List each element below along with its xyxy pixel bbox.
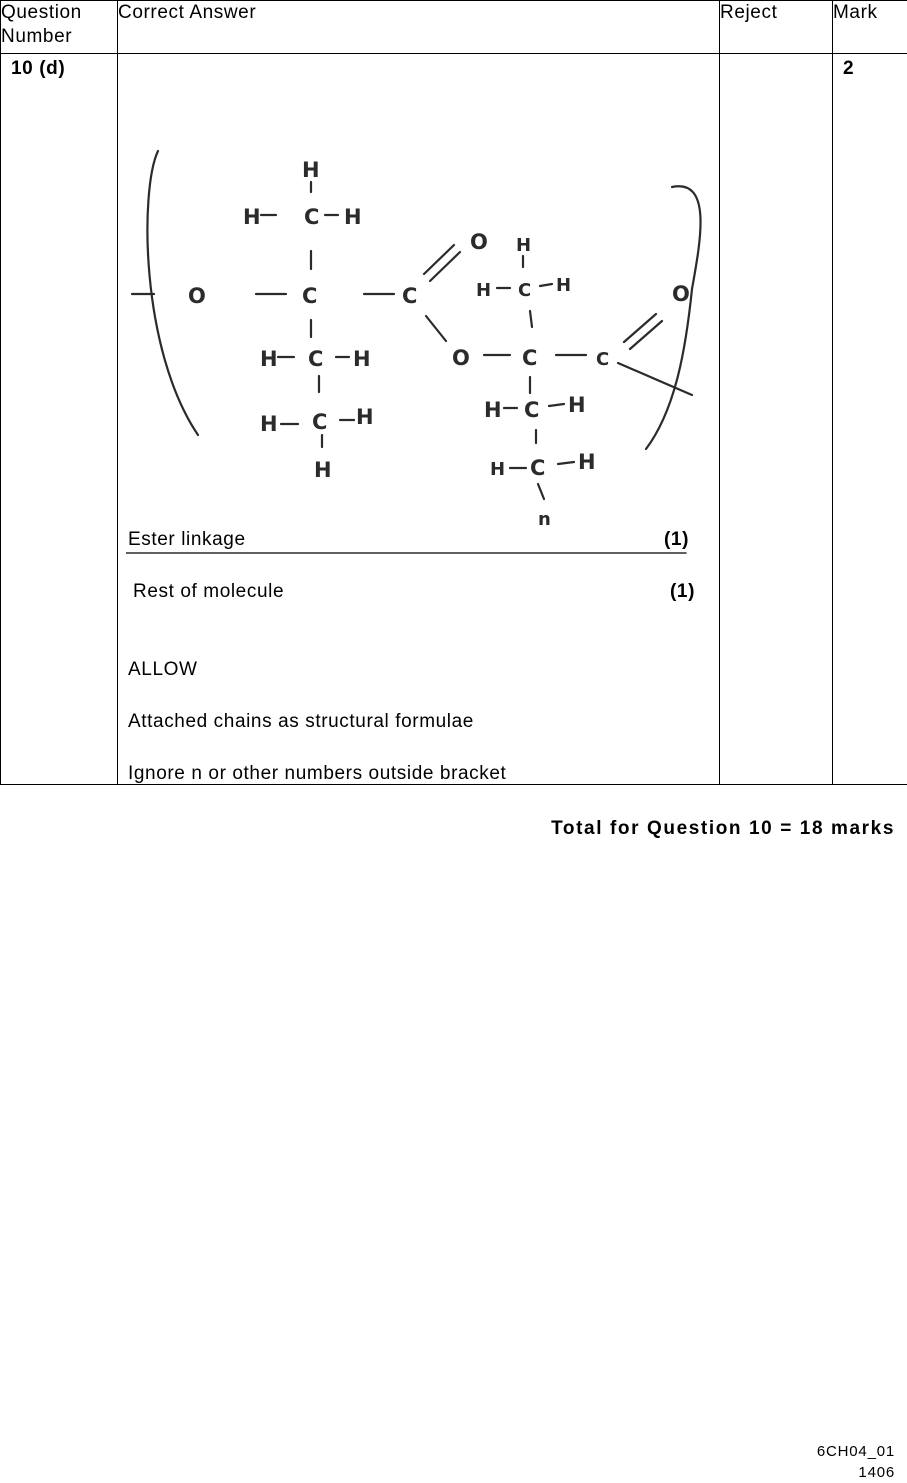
atom-h: H	[344, 205, 362, 229]
header-mark: Mark	[833, 1, 907, 54]
atom-h: H	[476, 280, 492, 301]
allow-text: Attached chains as structural formulae	[128, 711, 474, 733]
atom-c: C	[524, 398, 540, 422]
paper-code: 6CH04_01	[817, 1441, 895, 1462]
ignore-text: Ignore n or other numbers outside bracket	[128, 763, 506, 785]
atom-c: C	[312, 410, 328, 434]
question-number: 10 (d)	[1, 54, 117, 80]
atom-h: H	[556, 275, 572, 296]
question-total: Total for Question 10 = 18 marks	[551, 818, 895, 840]
header-correct-answer: Correct Answer	[118, 1, 720, 54]
allow-heading: ALLOW	[128, 659, 198, 681]
atom-h: H	[260, 412, 278, 436]
header-reject: Reject	[720, 1, 833, 54]
atom-c: C	[522, 346, 538, 370]
page-footer	[817, 1441, 895, 1483]
atom-h: H	[260, 347, 278, 371]
atom-h: H	[490, 459, 506, 480]
atom-o: O	[470, 230, 488, 254]
atom-c: C	[596, 349, 610, 370]
ester-linkage-text: Ester linkage	[128, 529, 246, 551]
atom-c: C	[304, 205, 320, 229]
atom-h: H	[356, 405, 374, 429]
ester-linkage-mark: (1)	[664, 529, 689, 551]
atom-o: O	[672, 282, 690, 306]
exam-session: 1406	[817, 1462, 895, 1483]
rest-of-molecule-mark: (1)	[670, 581, 695, 603]
atom-h: H	[302, 158, 320, 182]
atom-h: H	[243, 205, 261, 229]
subscript-n: n	[538, 509, 551, 530]
atom-h: H	[353, 347, 371, 371]
atom-c: C	[402, 284, 418, 308]
atom-h: H	[578, 450, 596, 474]
rest-of-molecule-text: Rest of molecule	[133, 581, 284, 603]
atom-h: H	[568, 393, 586, 417]
atom-h: H	[314, 458, 332, 482]
atom-o: O	[188, 284, 206, 308]
atom-c: C	[518, 280, 532, 301]
answer-content	[118, 54, 719, 784]
atom-c: C	[302, 284, 318, 308]
header-question-number: Question Number	[1, 1, 118, 54]
right-bracket	[646, 186, 701, 449]
atom-h: H	[484, 398, 502, 422]
mark-cell	[833, 54, 907, 785]
mark-value: 2	[833, 54, 907, 80]
atom-h: H	[516, 235, 532, 256]
polymer-structure-diagram	[126, 79, 711, 559]
header-row	[1, 1, 907, 54]
question-number-cell	[1, 54, 118, 785]
atom-o: O	[452, 346, 470, 370]
atom-c: C	[530, 456, 546, 480]
atom-c: C	[308, 347, 324, 371]
reject-cell	[720, 54, 833, 785]
correct-answer-cell	[118, 54, 720, 785]
answer-row	[1, 54, 907, 785]
